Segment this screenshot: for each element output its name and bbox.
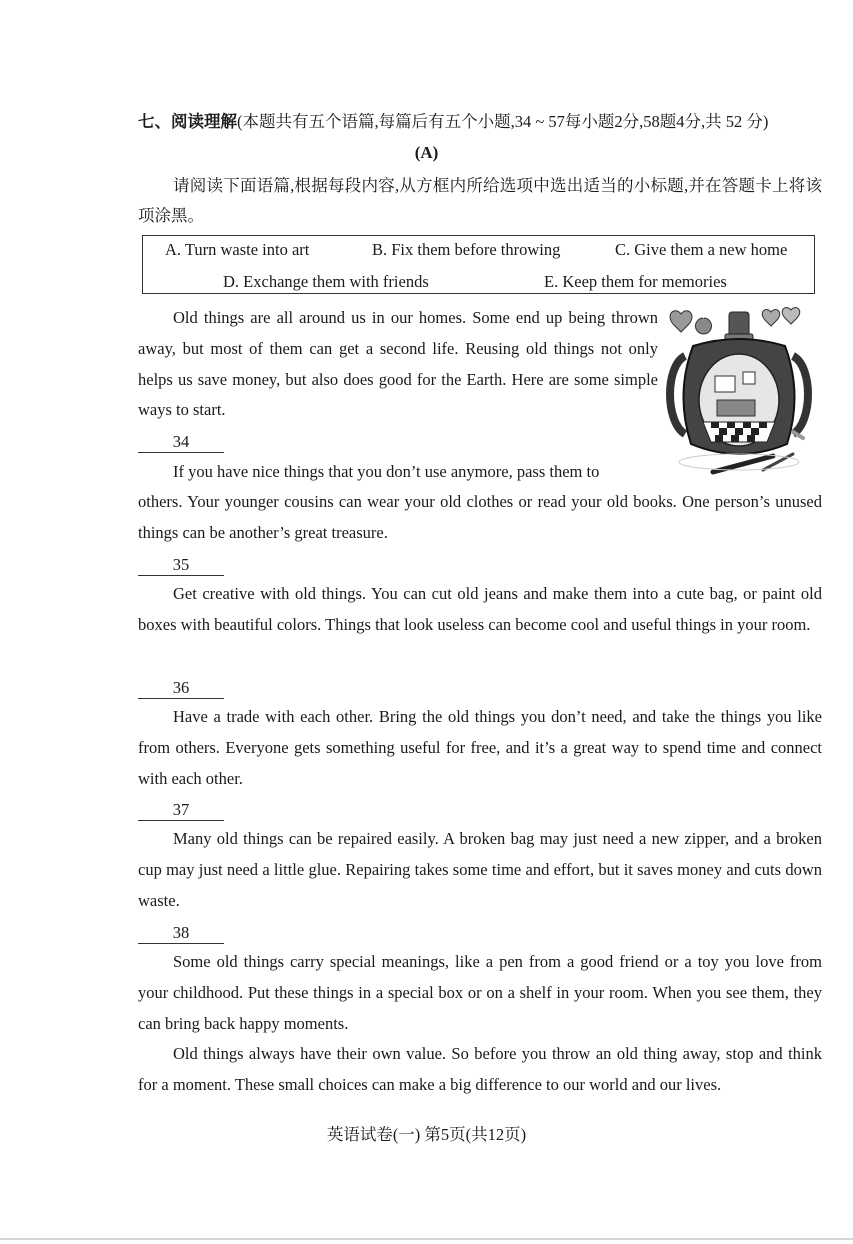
option-b: B. Fix them before throwing: [372, 240, 561, 259]
intro-paragraph: Old things are all around us in our homes. Some end up being thrown away, but most of them can get a second life. Reusing old things not only helps us save money, but also does good for the Earth. Here are some simple ways to start.: [138, 308, 658, 420]
bottom-divider: [0, 1238, 853, 1240]
answer-blank-34: 34: [138, 432, 224, 453]
option-a: A. Turn waste into art: [165, 240, 310, 259]
page-footer: 英语试卷(一) 第5页(共12页): [326, 1125, 527, 1144]
recycled-bottle-illustration: [663, 304, 815, 486]
section-heading: [138, 110, 828, 134]
part-label: (A): [414, 143, 439, 162]
option-c: C. Give them a new home: [615, 240, 788, 259]
paragraph-37: Many old things can be repaired easily. A broken bag may just need a new zipper, and a broken cup may just need a little glue. Repairing takes some time and effort, but it saves money and cuts down waste.: [138, 829, 822, 910]
instructions: 请阅读下面语篇,根据每段内容,从方框内所给选项中选出适当的小标题,并在答题卡上将该项涂黑。: [138, 176, 822, 225]
paragraph-36: Have a trade with each other. Bring the old things you don’t need, and take the things you like from others. Everyone gets something useful for free, and it’s a great way to spend time and connect with each other.: [138, 707, 822, 788]
answer-blank-37: 37: [138, 800, 224, 821]
answer-blank-38: 38: [138, 923, 224, 944]
options-box: [142, 235, 815, 294]
paragraph-35: Get creative with old things. You can cut old jeans and make them into a cute bag, or paint old boxes with beautiful colors. Things that look useless can become cool and useful things in your room.: [138, 584, 822, 634]
paragraph-38: Some old things carry special meanings, like a pen from a good friend or a toy you love from your childhood. Put these things in a special box or on a shelf in your room. When you see them, they can bring back happy moments.: [138, 952, 822, 1033]
section-title: 七、阅读理解: [138, 112, 237, 131]
option-e: E. Keep them for memories: [544, 272, 727, 291]
paragraph-34: others. Your younger cousins can wear your old clothes or read your old books. One person’s unused things can be another’s great treasure.: [138, 492, 822, 542]
option-d: D. Exchange them with friends: [223, 272, 429, 291]
answer-blank-36: 36: [138, 678, 224, 699]
section-note: (本题共有五个语篇,每篇后有五个小题,34 ~ 57每小题2分,58题4分,共 52 分): [237, 112, 769, 131]
paragraph-34-first-line: If you have nice things that you don’t use anymore, pass them to: [173, 462, 600, 481]
conclusion-paragraph: Old things always have their own value. So before you throw an old thing away, stop and think for a moment. These small choices can make a big difference to our world and our lives.: [138, 1044, 822, 1094]
answer-blank-35: 35: [138, 555, 224, 576]
